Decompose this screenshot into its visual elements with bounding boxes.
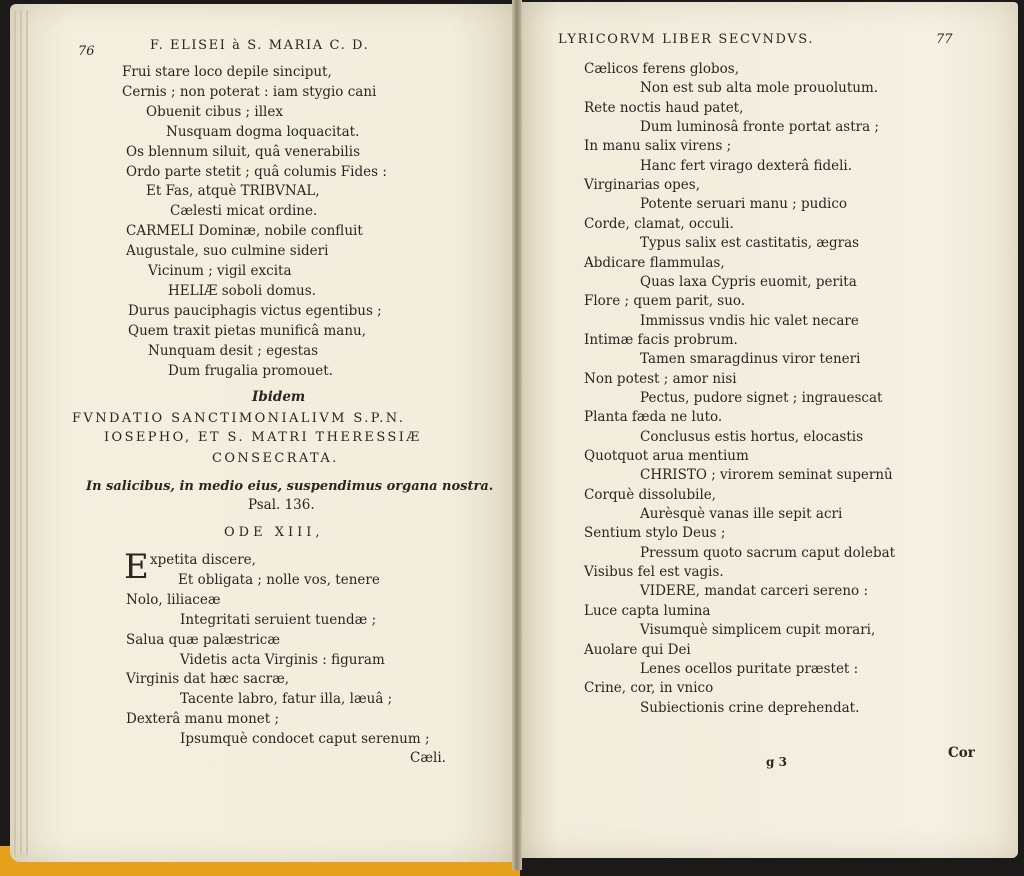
ode-line: Dexterâ manu monet ; [126, 711, 280, 728]
catchword-right: Cor [948, 745, 975, 761]
book-gutter [512, 0, 522, 870]
poem-line: Non est sub alta mole prouolutum. [640, 80, 879, 97]
running-head-left: F. ELISEI à S. MARIA C. D. [150, 38, 370, 53]
ode-line: Videtis acta Virginis : figuram [180, 651, 385, 668]
page-number-right: 77 [936, 32, 953, 47]
ode-line: Tacente labro, fatur illa, læuâ ; [180, 691, 393, 708]
poem-line: Nunquam desit ; egestas [148, 342, 319, 359]
poem-line: Dum luminosâ fronte portat astra ; [640, 119, 879, 136]
poem-line: Frui stare loco depile sinciput, [122, 64, 332, 80]
page-number-left: 76 [78, 44, 95, 59]
catchword-left: Cæli. [410, 750, 446, 766]
poem-line: Non potest ; amor nisi [584, 370, 737, 387]
poem-line: Vicinum ; vigil excita [148, 263, 292, 279]
poem-line: Obuenit cibus ; illex [146, 103, 283, 120]
poem-line: Quas laxa Cypris euomit, perita [640, 273, 857, 290]
ode-line: Nolo, liliaceæ [126, 591, 221, 608]
poem-line: Tamen smaragdinus viror teneri [640, 351, 861, 368]
poem-line: Dum frugalia promouet. [168, 362, 333, 379]
poem-line: Rete noctis haud patet, [584, 99, 744, 116]
poem-line: Ordo parte stetit ; quâ columis Fides : [126, 163, 387, 180]
poem-line: CHRISTO ; virorem seminat supernû [640, 467, 893, 484]
psalm-reference: Psal. 136. [248, 497, 315, 513]
section-title-line: FVNDATIO SANCTIMONIALIVM S.P.N. [72, 411, 406, 426]
ode-title: ODE XIII, [224, 525, 324, 540]
poem-line: Pectus, pudore signet ; ingrauescat [640, 389, 883, 406]
ode-line: Integritati seruient tuendæ ; [180, 611, 377, 628]
ode-line: Salua quæ palæstricæ [126, 631, 281, 648]
poem-line: Cælicos ferens globos, [584, 61, 739, 77]
ode-line: xpetita discere, [150, 552, 256, 568]
poem-line: Corquè dissolubile, [584, 486, 717, 503]
ode-line: Et obligata ; nolle vos, tenere [178, 571, 380, 588]
poem-line: Durus pauciphagis victus egentibus ; [128, 302, 382, 319]
poem-line: Flore ; quem parit, suo. [584, 293, 746, 310]
poem-line: Lenes ocellos puritate præstet : [640, 660, 859, 677]
poem-line: Augustale, suo culmine sideri [126, 243, 329, 260]
poem-line: Planta fæda ne luto. [584, 409, 723, 426]
ode-line: Virginis dat hæc sacræ, [126, 671, 290, 688]
poem-line: VIDERE, mandat carceri sereno : [640, 583, 869, 600]
poem-line: Potente seruari manu ; pudico [640, 196, 848, 213]
ibidem-label: Ibidem [252, 389, 306, 405]
drop-cap: E [124, 547, 149, 587]
poem-line: Os blennum siluit, quâ venerabilis [126, 143, 360, 160]
ode-line: Ipsumquè condocet caput serenum ; [180, 731, 430, 748]
page-edge [26, 10, 28, 855]
page-edge [20, 10, 22, 855]
poem-line: Quem traxit pietas munificâ manu, [128, 322, 367, 339]
poem-line: Subiectionis crine deprehendat. [640, 699, 860, 716]
poem-line: Typus salix est castitatis, ægras [640, 235, 860, 252]
poem-line: HELIÆ soboli domus. [168, 282, 316, 299]
poem-line: Auolare qui Dei [584, 641, 691, 658]
poem-line: Nusquam dogma loquacitat. [166, 123, 360, 140]
poem-line: Crine, cor, in vnico [584, 680, 714, 697]
section-title-line: CONSECRATA. [212, 451, 339, 466]
poem-line: Pressum quoto sacrum caput dolebat [640, 544, 896, 561]
poem-line: Cernis ; non poterat : iam stygio cani [122, 83, 377, 100]
epigraph: In salicibus, in medio eius, suspendimus organa nostra. [86, 479, 494, 494]
poem-line: Sentium stylo Deus ; [584, 525, 726, 542]
poem-line: Immissus vndis hic valet necare [640, 312, 859, 329]
poem-line: Abdicare flammulas, [584, 254, 725, 271]
poem-line: Cælesti micat ordine. [170, 203, 318, 220]
poem-line: Intimæ facis probrum. [584, 331, 738, 348]
poem-line: Luce capta lumina [584, 602, 711, 619]
poem-line: Quotquot arua mentium [584, 448, 749, 464]
poem-line: Visumquè simplicem cupit morari, [640, 622, 876, 639]
poem-line: Conclusus estis hortus, elocastis [640, 428, 863, 445]
page-edge [14, 10, 16, 855]
poem-line: CARMELI Dominæ, nobile confluit [126, 223, 363, 240]
poem-line: Hanc fert virago dexterâ fideli. [640, 157, 853, 174]
running-head-right: LYRICORVM LIBER SECVNDVS. [558, 32, 815, 47]
poem-line: Visibus fel est vagis. [584, 564, 724, 581]
poem-line: Et Fas, atquè TRIBVNAL, [146, 183, 320, 200]
poem-line: Virginarias opes, [584, 177, 701, 194]
poem-line: In manu salix virens ; [584, 138, 732, 155]
poem-line: Corde, clamat, occuli. [584, 215, 734, 232]
section-title-line: IOSEPHO, ET S. MATRI THERESSIÆ [104, 430, 422, 445]
poem-line: Aurèsquè vanas ille sepit acri [640, 506, 843, 523]
signature-mark: g 3 [766, 755, 787, 769]
